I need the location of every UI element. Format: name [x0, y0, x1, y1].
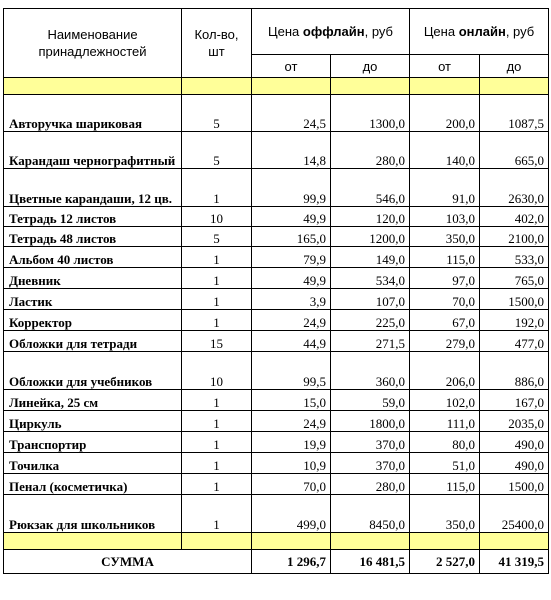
- item-name: Рюкзак для школьников: [4, 495, 182, 533]
- item-name: Цветные карандаши, 12 цв.: [4, 169, 182, 207]
- item-name: Точилка: [4, 453, 182, 474]
- table-row: [4, 247, 549, 268]
- item-online-to: 192,0: [480, 310, 549, 331]
- item-online-to: 25400,0: [480, 495, 549, 533]
- item-offline-from: 99,5: [252, 352, 331, 390]
- item-offline-from: 70,0: [252, 474, 331, 495]
- item-offline-from: 14,8: [252, 132, 331, 169]
- table-row: [4, 453, 549, 474]
- table-row: [4, 227, 549, 247]
- item-online-from: 350,0: [410, 227, 480, 247]
- item-offline-to: 59,0: [331, 390, 410, 411]
- item-offline-to: 107,0: [331, 289, 410, 310]
- item-offline-from: 49,9: [252, 268, 331, 289]
- item-offline-from: 79,9: [252, 247, 331, 268]
- item-qty: 1: [182, 495, 252, 533]
- spacer-cell: [252, 78, 331, 95]
- item-online-to: 477,0: [480, 331, 549, 352]
- item-online-to: 765,0: [480, 268, 549, 289]
- table-row: [4, 132, 549, 169]
- item-offline-to: 1800,0: [331, 411, 410, 432]
- item-name: Циркуль: [4, 411, 182, 432]
- item-online-from: 111,0: [410, 411, 480, 432]
- table-row: [4, 411, 549, 432]
- item-online-from: 115,0: [410, 247, 480, 268]
- item-online-to: 665,0: [480, 132, 549, 169]
- header-offline-to: до: [331, 55, 410, 78]
- spacer-cell: [4, 533, 182, 550]
- total-online-from: 2 527,0: [410, 550, 480, 574]
- item-online-to: 490,0: [480, 453, 549, 474]
- header-name: Наименование принадлежностей: [4, 9, 182, 78]
- spacer-cell: [480, 533, 549, 550]
- item-online-from: 102,0: [410, 390, 480, 411]
- item-offline-from: 24,5: [252, 95, 331, 132]
- spacer-cell: [252, 533, 331, 550]
- item-offline-to: 370,0: [331, 453, 410, 474]
- item-offline-from: 165,0: [252, 227, 331, 247]
- item-online-from: 91,0: [410, 169, 480, 207]
- spacer-cell: [4, 78, 182, 95]
- table-row: [4, 390, 549, 411]
- spacer-cell: [410, 78, 480, 95]
- item-offline-to: 149,0: [331, 247, 410, 268]
- header-online-from: от: [410, 55, 480, 78]
- item-offline-from: 10,9: [252, 453, 331, 474]
- item-offline-to: 120,0: [331, 207, 410, 227]
- item-online-from: 206,0: [410, 352, 480, 390]
- item-offline-from: 44,9: [252, 331, 331, 352]
- table-row: [4, 169, 549, 207]
- item-name: Обложки для тетради: [4, 331, 182, 352]
- table-row: [4, 95, 549, 132]
- item-qty: 1: [182, 310, 252, 331]
- item-online-from: 103,0: [410, 207, 480, 227]
- item-offline-from: 19,9: [252, 432, 331, 453]
- table-row: [4, 331, 549, 352]
- item-online-from: 200,0: [410, 95, 480, 132]
- item-offline-to: 280,0: [331, 474, 410, 495]
- item-offline-to: 546,0: [331, 169, 410, 207]
- header-offline: Цена оффлайн, руб: [252, 9, 410, 55]
- item-name: Ластик: [4, 289, 182, 310]
- header-online-to: до: [480, 55, 549, 78]
- item-qty: 1: [182, 247, 252, 268]
- item-qty: 1: [182, 474, 252, 495]
- item-name: Дневник: [4, 268, 182, 289]
- item-qty: 1: [182, 432, 252, 453]
- table-row: [4, 289, 549, 310]
- item-qty: 15: [182, 331, 252, 352]
- item-offline-from: 49,9: [252, 207, 331, 227]
- item-online-to: 167,0: [480, 390, 549, 411]
- item-online-from: 70,0: [410, 289, 480, 310]
- item-offline-to: 271,5: [331, 331, 410, 352]
- spacer-cell: [410, 533, 480, 550]
- item-offline-from: 3,9: [252, 289, 331, 310]
- total-offline-to: 16 481,5: [331, 550, 410, 574]
- item-online-to: 1500,0: [480, 474, 549, 495]
- item-online-to: 1087,5: [480, 95, 549, 132]
- item-qty: 1: [182, 289, 252, 310]
- header-qty: Кол-во, шт: [182, 9, 252, 78]
- item-name: Корректор: [4, 310, 182, 331]
- total-label: СУММА: [4, 550, 252, 574]
- item-offline-to: 8450,0: [331, 495, 410, 533]
- item-online-to: 402,0: [480, 207, 549, 227]
- item-online-from: 140,0: [410, 132, 480, 169]
- item-online-from: 97,0: [410, 268, 480, 289]
- item-name: Авторучка шариковая: [4, 95, 182, 132]
- header-offline-from: от: [252, 55, 331, 78]
- item-qty: 5: [182, 132, 252, 169]
- item-offline-to: 534,0: [331, 268, 410, 289]
- item-offline-from: 24,9: [252, 310, 331, 331]
- item-qty: 1: [182, 453, 252, 474]
- table-row: [4, 268, 549, 289]
- item-qty: 5: [182, 95, 252, 132]
- item-qty: 1: [182, 390, 252, 411]
- item-online-to: 2630,0: [480, 169, 549, 207]
- table-row: [4, 352, 549, 390]
- item-qty: 1: [182, 411, 252, 432]
- table-row: [4, 474, 549, 495]
- item-name: Альбом 40 листов: [4, 247, 182, 268]
- item-online-to: 533,0: [480, 247, 549, 268]
- item-online-to: 2100,0: [480, 227, 549, 247]
- spacer-cell: [480, 78, 549, 95]
- table-row: [4, 432, 549, 453]
- item-qty: 1: [182, 268, 252, 289]
- item-offline-to: 225,0: [331, 310, 410, 331]
- item-online-from: 80,0: [410, 432, 480, 453]
- item-name: Транспортир: [4, 432, 182, 453]
- item-offline-to: 1200,0: [331, 227, 410, 247]
- item-offline-to: 360,0: [331, 352, 410, 390]
- item-offline-to: 280,0: [331, 132, 410, 169]
- total-row: [4, 550, 549, 574]
- item-name: Пенал (косметичка): [4, 474, 182, 495]
- item-name: Обложки для учебников: [4, 352, 182, 390]
- total-online-to: 41 319,5: [480, 550, 549, 574]
- item-online-to: 886,0: [480, 352, 549, 390]
- item-offline-from: 24,9: [252, 411, 331, 432]
- item-online-to: 2035,0: [480, 411, 549, 432]
- price-table: [3, 8, 549, 574]
- table-row: [4, 495, 549, 533]
- item-offline-from: 99,9: [252, 169, 331, 207]
- item-offline-to: 1300,0: [331, 95, 410, 132]
- item-qty: 1: [182, 169, 252, 207]
- spacer-cell: [182, 533, 252, 550]
- item-online-from: 115,0: [410, 474, 480, 495]
- item-offline-from: 15,0: [252, 390, 331, 411]
- header-online: Цена онлайн, руб: [410, 9, 549, 55]
- spacer-cell: [331, 78, 410, 95]
- item-offline-to: 370,0: [331, 432, 410, 453]
- item-online-to: 1500,0: [480, 289, 549, 310]
- table-row: [4, 207, 549, 227]
- item-name: Линейка, 25 см: [4, 390, 182, 411]
- table-row: [4, 310, 549, 331]
- item-online-from: 350,0: [410, 495, 480, 533]
- item-offline-from: 499,0: [252, 495, 331, 533]
- item-qty: 10: [182, 207, 252, 227]
- item-name: Карандаш чернографитный: [4, 132, 182, 169]
- item-qty: 5: [182, 227, 252, 247]
- total-offline-from: 1 296,7: [252, 550, 331, 574]
- item-name: Тетрадь 12 листов: [4, 207, 182, 227]
- item-online-from: 51,0: [410, 453, 480, 474]
- item-qty: 10: [182, 352, 252, 390]
- header-row: [4, 9, 549, 55]
- spacer-cell: [182, 78, 252, 95]
- spacer-row-bottom: [4, 533, 549, 550]
- spacer-cell: [331, 533, 410, 550]
- spacer-row-top: [4, 78, 549, 95]
- item-name: Тетрадь 48 листов: [4, 227, 182, 247]
- item-online-from: 279,0: [410, 331, 480, 352]
- item-online-to: 490,0: [480, 432, 549, 453]
- item-online-from: 67,0: [410, 310, 480, 331]
